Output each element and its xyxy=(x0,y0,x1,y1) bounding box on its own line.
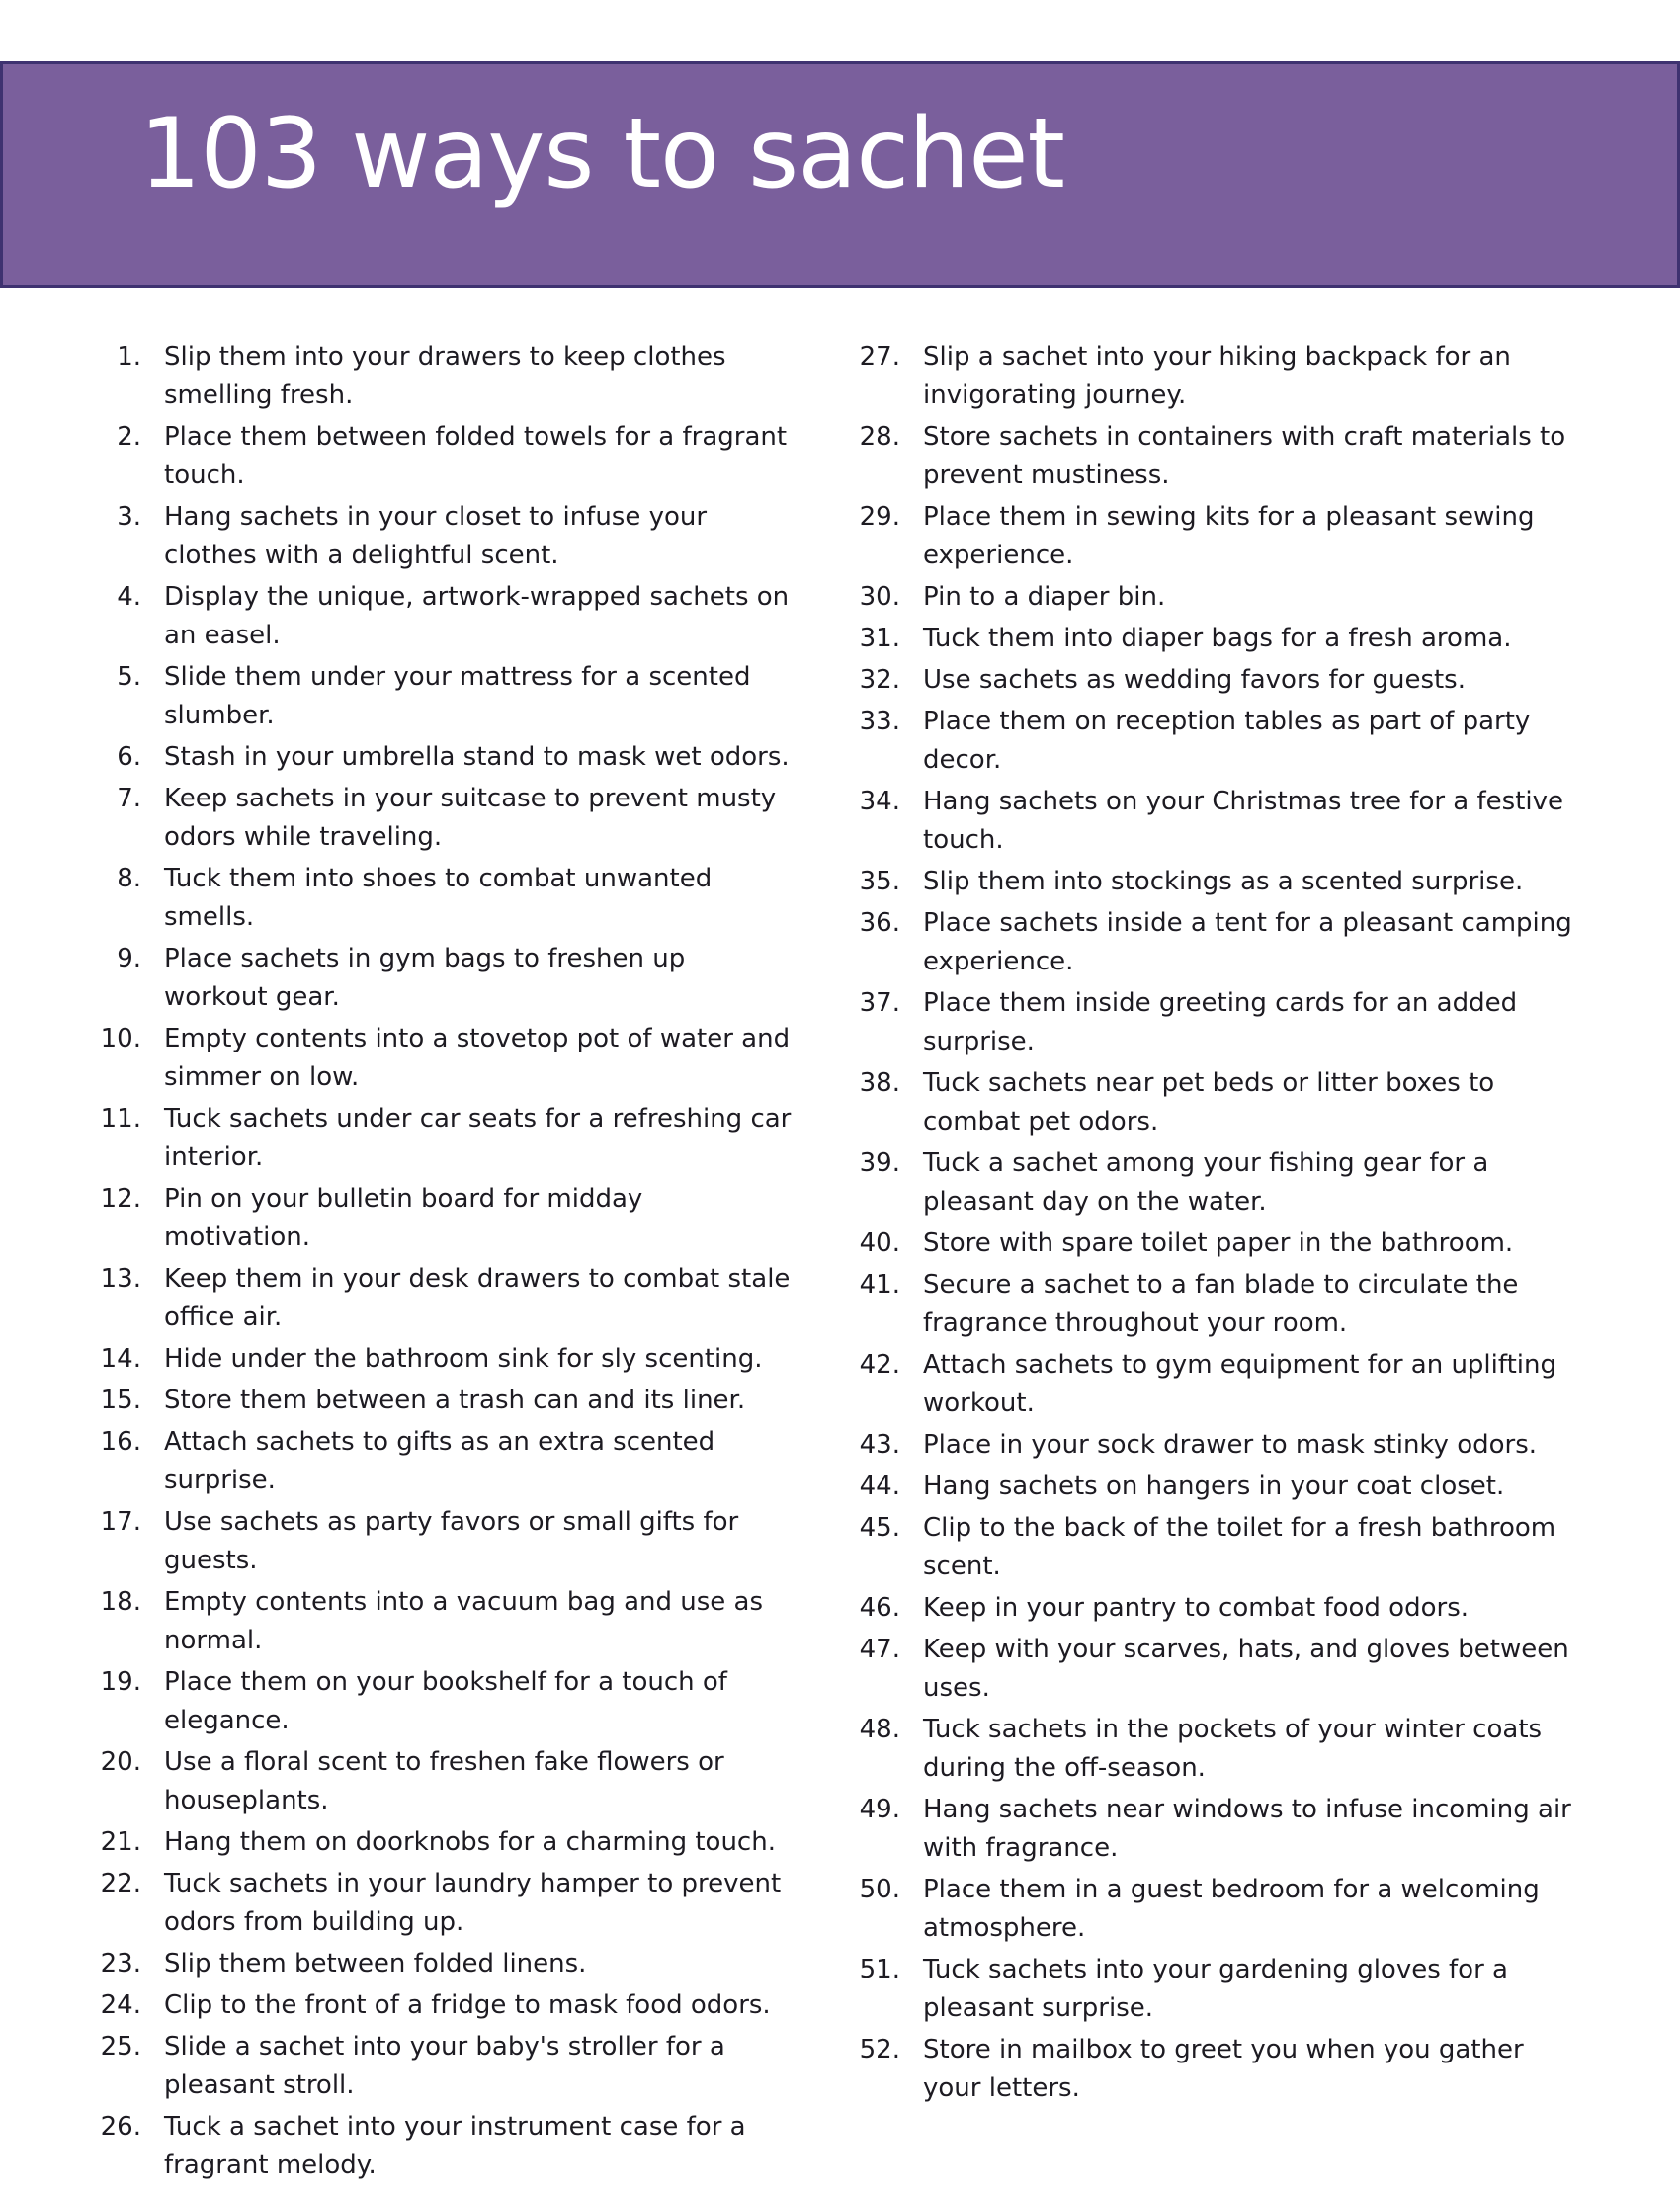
list-item-number: 32. xyxy=(859,665,900,695)
list-item-text: Display the unique, artwork-wrapped sachets on an easel. xyxy=(164,582,790,650)
list-item-text: Hang sachets on your Christmas tree for a festive touch. xyxy=(923,787,1563,855)
list-item-text: Store them between a trash can and its liner. xyxy=(164,1386,746,1415)
list-column-right xyxy=(759,338,1609,2111)
list-item-text: Use a floral scent to freshen fake flowers or houseplants. xyxy=(164,1747,724,1815)
list-item xyxy=(759,578,1609,617)
list-item xyxy=(759,2031,1609,2108)
list-item-number: 45. xyxy=(859,1513,900,1543)
list-item-text: Store sachets in containers with craft materials to prevent mustiness. xyxy=(923,422,1566,490)
list-item-text: Pin on your bulletin board for midday motivation. xyxy=(164,1184,643,1252)
list-item-text: Pin to a diaper bin. xyxy=(923,582,1166,612)
list-item-number: 25. xyxy=(100,2032,141,2062)
list-item-number: 21. xyxy=(100,1827,141,1857)
list-item-number: 17. xyxy=(100,1507,141,1537)
list-column-left xyxy=(0,338,810,2188)
list-item-number: 31. xyxy=(859,624,900,653)
list-item xyxy=(0,418,810,495)
list-item xyxy=(0,1503,810,1580)
list-item xyxy=(759,1426,1609,1465)
list-item-text: Attach sachets to gym equipment for an uplifting workout. xyxy=(923,1350,1556,1418)
list-item-text: Tuck sachets in your laundry hamper to prevent odors from building up. xyxy=(164,1869,782,1937)
list-item xyxy=(0,1865,810,1942)
list-item xyxy=(0,338,810,415)
list-item-number: 30. xyxy=(859,582,900,612)
list-item-text: Hang sachets in your closet to infuse your clothes with a delightful scent. xyxy=(164,502,708,570)
list-item xyxy=(759,661,1609,700)
list-item xyxy=(759,338,1609,415)
list-item-text: Keep in your pantry to combat food odors. xyxy=(923,1593,1470,1623)
list-item-number: 7. xyxy=(117,784,141,813)
list-item-number: 28. xyxy=(859,422,900,452)
list-item-text: Place them between folded towels for a fragrant touch. xyxy=(164,422,788,490)
list-item-text: Clip to the front of a fridge to mask food odors. xyxy=(164,1990,771,2020)
list-item-number: 26. xyxy=(100,2112,141,2142)
list-item-text: Attach sachets to gifts as an extra scented surprise. xyxy=(164,1427,715,1495)
list-item-number: 33. xyxy=(859,707,900,736)
list-item-number: 23. xyxy=(100,1949,141,1978)
list-item-text: Keep with your scarves, hats, and gloves between uses. xyxy=(923,1635,1569,1703)
list-item-text: Secure a sachet to a fan blade to circulate the fragrance throughout your room. xyxy=(923,1270,1519,1338)
list-item-text: Store with spare toilet paper in the bathroom. xyxy=(923,1228,1514,1258)
list-item xyxy=(759,1631,1609,1708)
list-item-text: Tuck them into diaper bags for a fresh aroma. xyxy=(923,624,1512,653)
list-item xyxy=(0,2028,810,2105)
list-item xyxy=(759,1346,1609,1423)
list-item-text: Hang sachets near windows to infuse incoming air with fragrance. xyxy=(923,1795,1571,1863)
list-item-number: 48. xyxy=(859,1715,900,1744)
list-item-text: Keep sachets in your suitcase to prevent musty odors while traveling. xyxy=(164,784,777,852)
list-item-number: 14. xyxy=(100,1344,141,1374)
list-item-number: 24. xyxy=(100,1990,141,2020)
list-item xyxy=(0,2108,810,2185)
list-item-number: 36. xyxy=(859,908,900,938)
list-item-number: 39. xyxy=(859,1148,900,1178)
list-item-number: 49. xyxy=(859,1795,900,1824)
list-item-text: Slip them into your drawers to keep clothes smelling fresh. xyxy=(164,342,726,410)
list-item xyxy=(0,1945,810,1983)
list-item-text: Slip a sachet into your hiking backpack for an invigorating journey. xyxy=(923,342,1511,410)
list-item xyxy=(0,1663,810,1740)
list-item-text: Hang them on doorknobs for a charming touch. xyxy=(164,1827,776,1857)
list-item xyxy=(0,1743,810,1820)
list-item-number: 34. xyxy=(859,787,900,816)
list-item xyxy=(759,1871,1609,1948)
title-banner xyxy=(0,61,1680,288)
list-item-number: 46. xyxy=(859,1593,900,1623)
list-item-number: 2. xyxy=(117,422,141,452)
list-item-text: Slip them into stockings as a scented surprise. xyxy=(923,867,1524,896)
list-item-text: Slip them between folded linens. xyxy=(164,1949,587,1978)
list-item-number: 3. xyxy=(117,502,141,532)
list-item-number: 13. xyxy=(100,1264,141,1294)
list-item-number: 12. xyxy=(100,1184,141,1214)
list-item xyxy=(759,498,1609,575)
list-item xyxy=(759,703,1609,780)
list-item-number: 9. xyxy=(117,944,141,973)
list-item xyxy=(0,1986,810,2025)
list-item-text: Keep them in your desk drawers to combat stale office air. xyxy=(164,1264,791,1332)
list-item xyxy=(759,1509,1609,1586)
list-item xyxy=(0,1823,810,1862)
list-item-text: Tuck a sachet among your fishing gear for a pleasant day on the water. xyxy=(923,1148,1489,1217)
list-item-number: 19. xyxy=(100,1667,141,1697)
list-item xyxy=(0,1100,810,1177)
list-item xyxy=(759,1144,1609,1221)
list-item xyxy=(759,1791,1609,1868)
list-item xyxy=(0,1180,810,1257)
list-item xyxy=(759,1064,1609,1141)
list-item xyxy=(0,578,810,655)
list-item xyxy=(0,1423,810,1500)
list-item-text: Place in your sock drawer to mask stinky odors. xyxy=(923,1430,1538,1460)
list-item-text: Slide a sachet into your baby's stroller for a pleasant stroll. xyxy=(164,2032,725,2100)
list-item-number: 18. xyxy=(100,1587,141,1617)
list-item-text: Empty contents into a vacuum bag and use as normal. xyxy=(164,1587,764,1655)
list-item-number: 44. xyxy=(859,1472,900,1501)
list-item xyxy=(0,658,810,735)
list-item-text: Use sachets as party favors or small gifts for guests. xyxy=(164,1507,739,1575)
list-item xyxy=(0,498,810,575)
list-item-number: 16. xyxy=(100,1427,141,1457)
list-item-number: 40. xyxy=(859,1228,900,1258)
list-item-number: 42. xyxy=(859,1350,900,1380)
list-item-text: Place them on your bookshelf for a touch of elegance. xyxy=(164,1667,727,1735)
list-item xyxy=(759,1589,1609,1628)
list-item-number: 20. xyxy=(100,1747,141,1777)
list-item-number: 27. xyxy=(859,342,900,372)
list-item-number: 38. xyxy=(859,1068,900,1098)
list-item-number: 50. xyxy=(859,1875,900,1904)
list-item-text: Store in mailbox to greet you when you gather your letters. xyxy=(923,2035,1524,2103)
list-item-text: Tuck sachets near pet beds or litter boxes to combat pet odors. xyxy=(923,1068,1495,1136)
list-item-text: Tuck sachets into your gardening gloves for a pleasant surprise. xyxy=(923,1955,1508,2023)
list-item-number: 6. xyxy=(117,742,141,772)
list-item xyxy=(759,904,1609,981)
list-item-number: 1. xyxy=(117,342,141,372)
list-item-number: 52. xyxy=(859,2035,900,2064)
list-item xyxy=(0,860,810,937)
list-item xyxy=(0,1260,810,1337)
list-item-number: 15. xyxy=(100,1386,141,1415)
list-item-number: 22. xyxy=(100,1869,141,1898)
list-item-number: 41. xyxy=(859,1270,900,1300)
list-item-text: Place them in a guest bedroom for a welcoming atmosphere. xyxy=(923,1875,1540,1943)
list-item xyxy=(0,1583,810,1660)
list-item xyxy=(759,1224,1609,1263)
list-item-number: 43. xyxy=(859,1430,900,1460)
list-item-number: 8. xyxy=(117,864,141,893)
list-item-text: Tuck them into shoes to combat unwanted smells. xyxy=(164,864,713,932)
list-item-number: 37. xyxy=(859,988,900,1018)
list-item xyxy=(759,418,1609,495)
list-item xyxy=(0,738,810,777)
list-item xyxy=(759,1468,1609,1506)
list-item-text: Tuck sachets under car seats for a refreshing car interior. xyxy=(164,1104,792,1172)
list-item-number: 29. xyxy=(859,502,900,532)
list-item-number: 47. xyxy=(859,1635,900,1664)
list-item-text: Slide them under your mattress for a scented slumber. xyxy=(164,662,751,730)
list-item-text: Place sachets inside a tent for a pleasant camping experience. xyxy=(923,908,1572,976)
list-item xyxy=(759,863,1609,901)
list-item xyxy=(0,1020,810,1097)
list-item-number: 11. xyxy=(100,1104,141,1134)
list-item-number: 51. xyxy=(859,1955,900,1984)
list-item xyxy=(0,940,810,1017)
list-item-text: Empty contents into a stovetop pot of water and simmer on low. xyxy=(164,1024,791,1092)
list-item-text: Hide under the bathroom sink for sly scenting. xyxy=(164,1344,763,1374)
list-item-text: Use sachets as wedding favors for guests. xyxy=(923,665,1466,695)
list-item-text: Tuck a sachet into your instrument case for a fragrant melody. xyxy=(164,2112,746,2180)
list-item-text: Clip to the back of the toilet for a fresh bathroom scent. xyxy=(923,1513,1556,1581)
list-item xyxy=(0,1340,810,1379)
list-item-number: 5. xyxy=(117,662,141,692)
list-item xyxy=(759,783,1609,860)
list-item-number: 10. xyxy=(100,1024,141,1053)
list-item xyxy=(759,1266,1609,1343)
list-item-text: Place sachets in gym bags to freshen up workout gear. xyxy=(164,944,686,1012)
list-item-text: Place them in sewing kits for a pleasant sewing experience. xyxy=(923,502,1535,570)
list-item xyxy=(759,984,1609,1061)
list-item xyxy=(759,1711,1609,1788)
list-item-text: Hang sachets on hangers in your coat closet. xyxy=(923,1472,1505,1501)
list-item-text: Tuck sachets in the pockets of your winter coats during the off-season. xyxy=(923,1715,1543,1783)
page-title: 103 ways to sachet xyxy=(139,98,1064,210)
list-item xyxy=(759,620,1609,658)
list-item-number: 35. xyxy=(859,867,900,896)
list-item xyxy=(0,1382,810,1420)
list-item xyxy=(759,1951,1609,2028)
list-item-number: 4. xyxy=(117,582,141,612)
list-item-text: Place them inside greeting cards for an added surprise. xyxy=(923,988,1518,1056)
list-item xyxy=(0,780,810,857)
list-item-text: Stash in your umbrella stand to mask wet odors. xyxy=(164,742,790,772)
list-item-text: Place them on reception tables as part of party decor. xyxy=(923,707,1531,775)
